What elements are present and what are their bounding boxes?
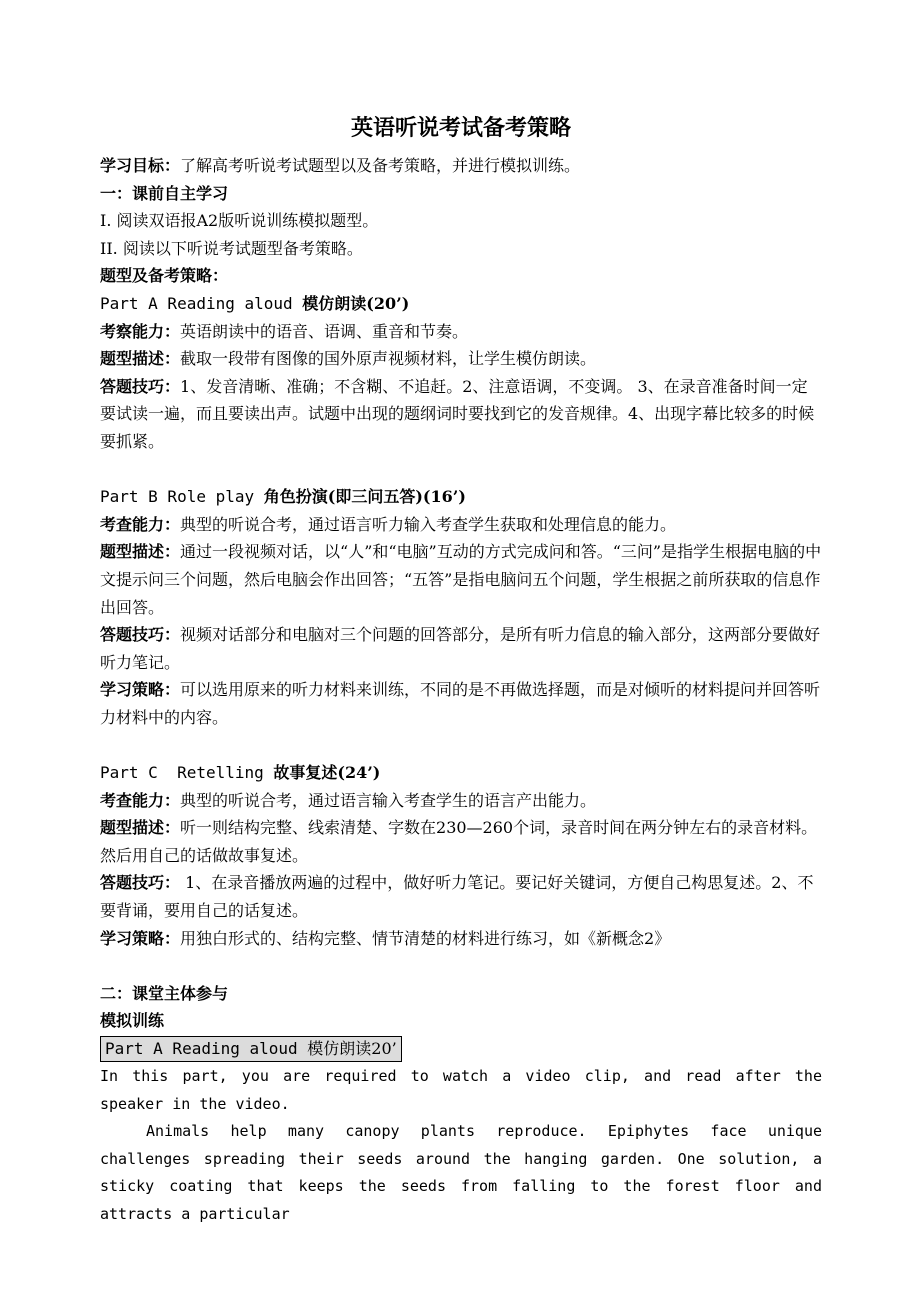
partC-tips-label: 答题技巧： xyxy=(100,873,181,893)
partC-desc xyxy=(100,814,822,869)
partB-ability xyxy=(100,511,822,539)
partB-strategy xyxy=(100,676,822,731)
partC-ability xyxy=(100,787,822,815)
partC-ability-label: 考查能力： xyxy=(100,790,181,810)
practice-title-box-row xyxy=(100,1035,822,1063)
partA-ability-text: 英语朗读中的语音、语调、重音和节奏。 xyxy=(180,321,469,341)
partA-desc xyxy=(100,345,822,373)
partB-title-en: Part B Role play xyxy=(100,487,264,507)
document-page xyxy=(100,108,822,1229)
partA-tips xyxy=(100,373,822,456)
partB-tips-label: 答题技巧： xyxy=(100,625,181,645)
section1-item-1: I. 阅读双语报A2版听说训练模拟题型。 xyxy=(100,211,379,231)
partB-tips xyxy=(100,621,822,676)
spacer xyxy=(100,731,822,759)
partB-ability-text: 典型的听说合考，通过语言听力输入考查学生获取和处理信息的能力。 xyxy=(180,514,677,534)
practice-title-en: Part A Reading aloud xyxy=(105,1039,308,1058)
partA-title-cn: 模仿朗读(20’) xyxy=(302,293,410,313)
partB-title-cn: 角色扮演(即三问五答)(16’) xyxy=(263,487,466,507)
partA-desc-label: 题型描述： xyxy=(100,349,181,369)
goal-text: 了解高考听说考试题型以及备考策略，并进行模拟训练。 xyxy=(180,156,581,175)
partA-tips-label: 答题技巧： xyxy=(100,376,181,396)
goal-label: 学习目标： xyxy=(100,156,181,175)
practice-passage: Animals help many canopy plants reproduce. Epiphytes face unique challenges spreading their seeds around the hanging garden. One solution, a sticky coating that keeps the seeds from falling to the forest floor and attracts a particular xyxy=(100,1122,822,1223)
spacer xyxy=(100,952,822,980)
section2-subheading: 模拟训练 xyxy=(100,1011,165,1031)
partC-title-en: Part C Retelling xyxy=(100,763,274,783)
partC-desc-text: 听一则结构完整、线索清楚、字数在230—260个词，录音时间在两分钟左右的录音材料。然后用自己的话做故事复述。 xyxy=(100,818,818,865)
partB-title xyxy=(100,483,822,511)
practice-title-box xyxy=(100,1036,402,1062)
partB-tips-text: 视频对话部分和电脑对三个问题的回答部分，是所有听力信息的输入部分，这两部分要做好听力笔记。 xyxy=(100,625,821,672)
partA-tips-text: 1、发音清晰、准确；不含糊、不追赶。2、注意语调，不变调。 3、在录音准备时间一定要试读一遍，而且要读出声。试题中出现的题纲词时要找到它的发音规律。4、出现字幕比较多的时候要抓紧。 xyxy=(100,376,815,451)
partC-strategy-label: 学习策略： xyxy=(100,928,181,948)
partA-ability-label: 考察能力： xyxy=(100,321,181,341)
learning-goal xyxy=(100,152,822,180)
partB-ability-label: 考查能力： xyxy=(100,514,181,534)
practice-title-cn: 模仿朗读20’ xyxy=(307,1039,397,1058)
partC-tips xyxy=(100,869,822,924)
partB-desc-text: 通过一段视频对话，以“人”和“电脑”互动的方式完成问和答。“三问”是指学生根据电脑的中文提示问三个问题，然后电脑会作出回答；“五答”是指电脑问五个问题，学生根据之前所获取的信息作出回答。 xyxy=(100,542,822,617)
partC-title-cn: 故事复述(24’) xyxy=(273,763,381,783)
partC-tips-text: 1、在录音播放两遍的过程中，做好听力笔记。要记好关键词，方便自己构思复述。2、不要背诵，要用自己的话复述。 xyxy=(100,873,814,921)
partB-desc xyxy=(100,538,822,621)
partA-title-en: Part A Reading aloud xyxy=(100,293,303,313)
section1-heading: 一：课前自主学习 xyxy=(100,183,229,203)
section1-subheading: 题型及备考策略： xyxy=(100,266,229,286)
partC-title xyxy=(100,759,822,787)
page-title: 英语听说考试备考策略 xyxy=(350,115,571,141)
spacer xyxy=(100,456,822,484)
section1-item-2: II. 阅读以下听说考试题型备考策略。 xyxy=(100,238,363,258)
partB-strategy-text: 可以选用原来的听力材料来训练，不同的是不再做选择题，而是对倾听的材料提问并回答听力材料中的内容。 xyxy=(100,680,821,727)
partC-strategy-text: 用独白形式的、结构完整、情节清楚的材料进行练习，如《新概念2》 xyxy=(180,928,671,948)
partA-title xyxy=(100,290,822,318)
section2-heading: 二：课堂主体参与 xyxy=(100,983,229,1003)
partB-strategy-label: 学习策略： xyxy=(100,680,181,700)
partC-strategy xyxy=(100,925,822,953)
partC-desc-label: 题型描述： xyxy=(100,818,181,838)
practice-instruction: In this part, you are required to watch a video clip, and read after the speaker in the video. xyxy=(100,1067,822,1113)
partA-ability xyxy=(100,318,822,346)
partC-ability-text: 典型的听说合考，通过语言输入考查学生的语言产出能力。 xyxy=(180,790,597,810)
partA-desc-text: 截取一段带有图像的国外原声视频材料，让学生模仿朗读。 xyxy=(180,349,597,369)
partB-desc-label: 题型描述： xyxy=(100,542,181,562)
